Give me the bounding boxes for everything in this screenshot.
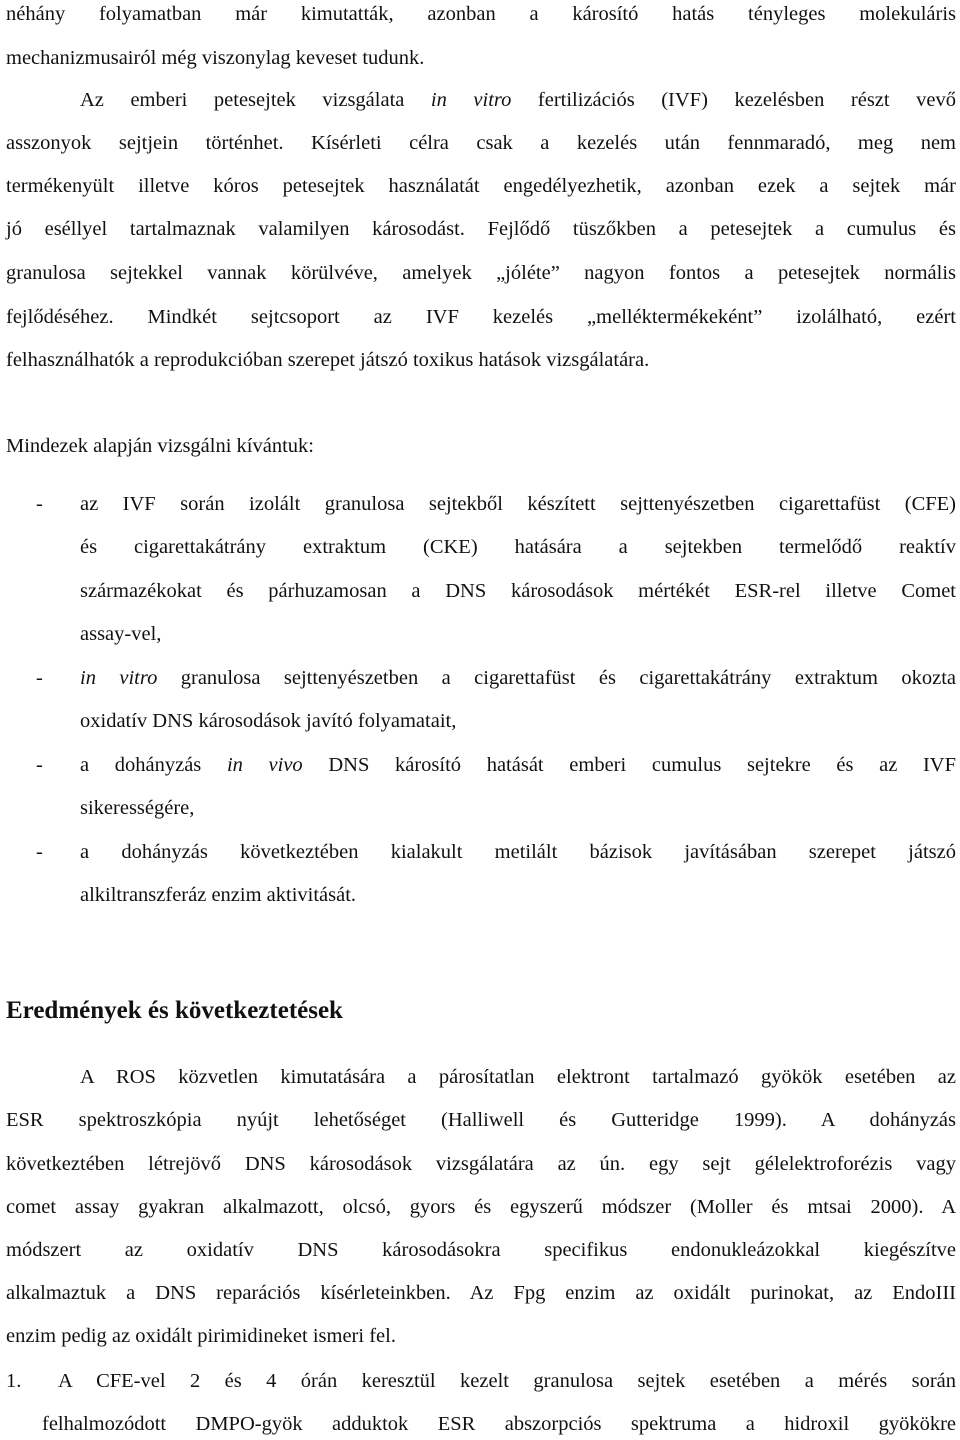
para2-line2: asszonyok sejtjein történhet. Kísérleti célra csak a kezelés után fennmaradó, meg nem xyxy=(6,132,956,154)
para1-line2: mechanizmusairól még viszonylag keveset tudunk. xyxy=(6,47,425,69)
bullet3-line1: a dohányzás in vivo DNS károsító hatását emberi cumulus sejtekre és az IVF xyxy=(80,754,956,776)
numbered-line1: A CFE-vel 2 és 4 órán keresztül kezelt granulosa sejtek esetében a mérés során xyxy=(58,1370,956,1392)
para3-line2: ESR spektroszkópia nyújt lehetőséget (Halliwell és Gutteridge 1999). A dohányzás xyxy=(6,1109,956,1131)
para2-line5: granulosa sejtekkel vannak körülvéve, amelyek „jóléte” nagyon fontos a petesejtek normális xyxy=(6,262,956,284)
para2-line7: felhasználhatók a reprodukcióban szerepet játszó toxikus hatások vizsgálatára. xyxy=(6,349,650,371)
para3-line7: enzim pedig az oxidált pirimidineket ismeri fel. xyxy=(6,1325,396,1347)
bullet2-line1: in vitro granulosa sejttenyészetben a cigarettafüst és cigarettakátrány extraktum okozta xyxy=(80,667,956,689)
numbered-line2: felhalmozódott DMPO-gyök adduktok ESR abszorpciós spektruma a hidroxil gyökökre xyxy=(42,1413,956,1435)
para2-line3: termékenyült illetve kóros petesejtek használatát engedélyezhetik, azonban ezek a sejtek már xyxy=(6,175,956,197)
para3-line1: A ROS közvetlen kimutatására a párosítatlan elektront tartalmazó gyökök esetében az xyxy=(80,1066,956,1088)
section-heading: Eredmények és következtetések xyxy=(6,997,343,1024)
bullet-dash: - xyxy=(36,754,43,776)
para3-line5: módszert az oxidatív DNS károsodásokra specifikus endonukleázokkal kiegészítve xyxy=(6,1239,956,1261)
bullet2-line2: oxidatív DNS károsodások javító folyamatait, xyxy=(80,710,457,732)
bullet1-line3: származékokat és párhuzamosan a DNS károsodások mértékét ESR-rel illetve Comet xyxy=(80,580,956,602)
para2-line4: jó eséllyel tartalmaznak valamilyen károsodást. Fejlődő tüszőkben a petesejtek a cumulus és xyxy=(6,218,956,240)
list-number: 1. xyxy=(6,1370,22,1392)
para3-line6: alkalmaztuk a DNS reparációs kísérleteinkben. Az Fpg enzim az oxidált purinokat, az EndoIII xyxy=(6,1282,956,1304)
bullet-dash: - xyxy=(36,841,43,863)
bullet4-line1: a dohányzás következtében kialakult metilált bázisok javításában szerepet játszó xyxy=(80,841,956,863)
bullet1-line4: assay-vel, xyxy=(80,623,162,645)
para3-line3: következtében létrejövő DNS károsodások vizsgálatára az ún. egy sejt gélelektroforézis vagy xyxy=(6,1153,956,1175)
bullet1-line1: az IVF során izolált granulosa sejtekből készített sejttenyészetben cigarettafüst (CFE) xyxy=(80,493,956,515)
para1-line1: néhány folyamatban már kimutatták, azonban a károsító hatás tényleges molekuláris xyxy=(6,3,956,25)
bullet-dash: - xyxy=(36,493,43,515)
para3-line4: comet assay gyakran alkalmazott, olcsó, gyors és egyszerű módszer (Moller és mtsai 2000). A xyxy=(6,1196,956,1218)
bullet-dash: - xyxy=(36,667,43,689)
para2-line6: fejlődéséhez. Mindkét sejtcsoport az IVF kezelés „melléktermékeként” izolálható, ezért xyxy=(6,306,956,328)
bullet4-line2: alkiltranszferáz enzim aktivitását. xyxy=(80,884,357,906)
bullet1-line2: és cigarettakátrány extraktum (CKE) hatására a sejtekben termelődő reaktív xyxy=(80,536,956,558)
intro-line: Mindezek alapján vizsgálni kívántuk: xyxy=(6,435,314,457)
para2-line1: Az emberi petesejtek vizsgálata in vitro fertilizációs (IVF) kezelésben részt vevő xyxy=(80,89,956,111)
bullet3-line2: sikerességére, xyxy=(80,797,195,819)
